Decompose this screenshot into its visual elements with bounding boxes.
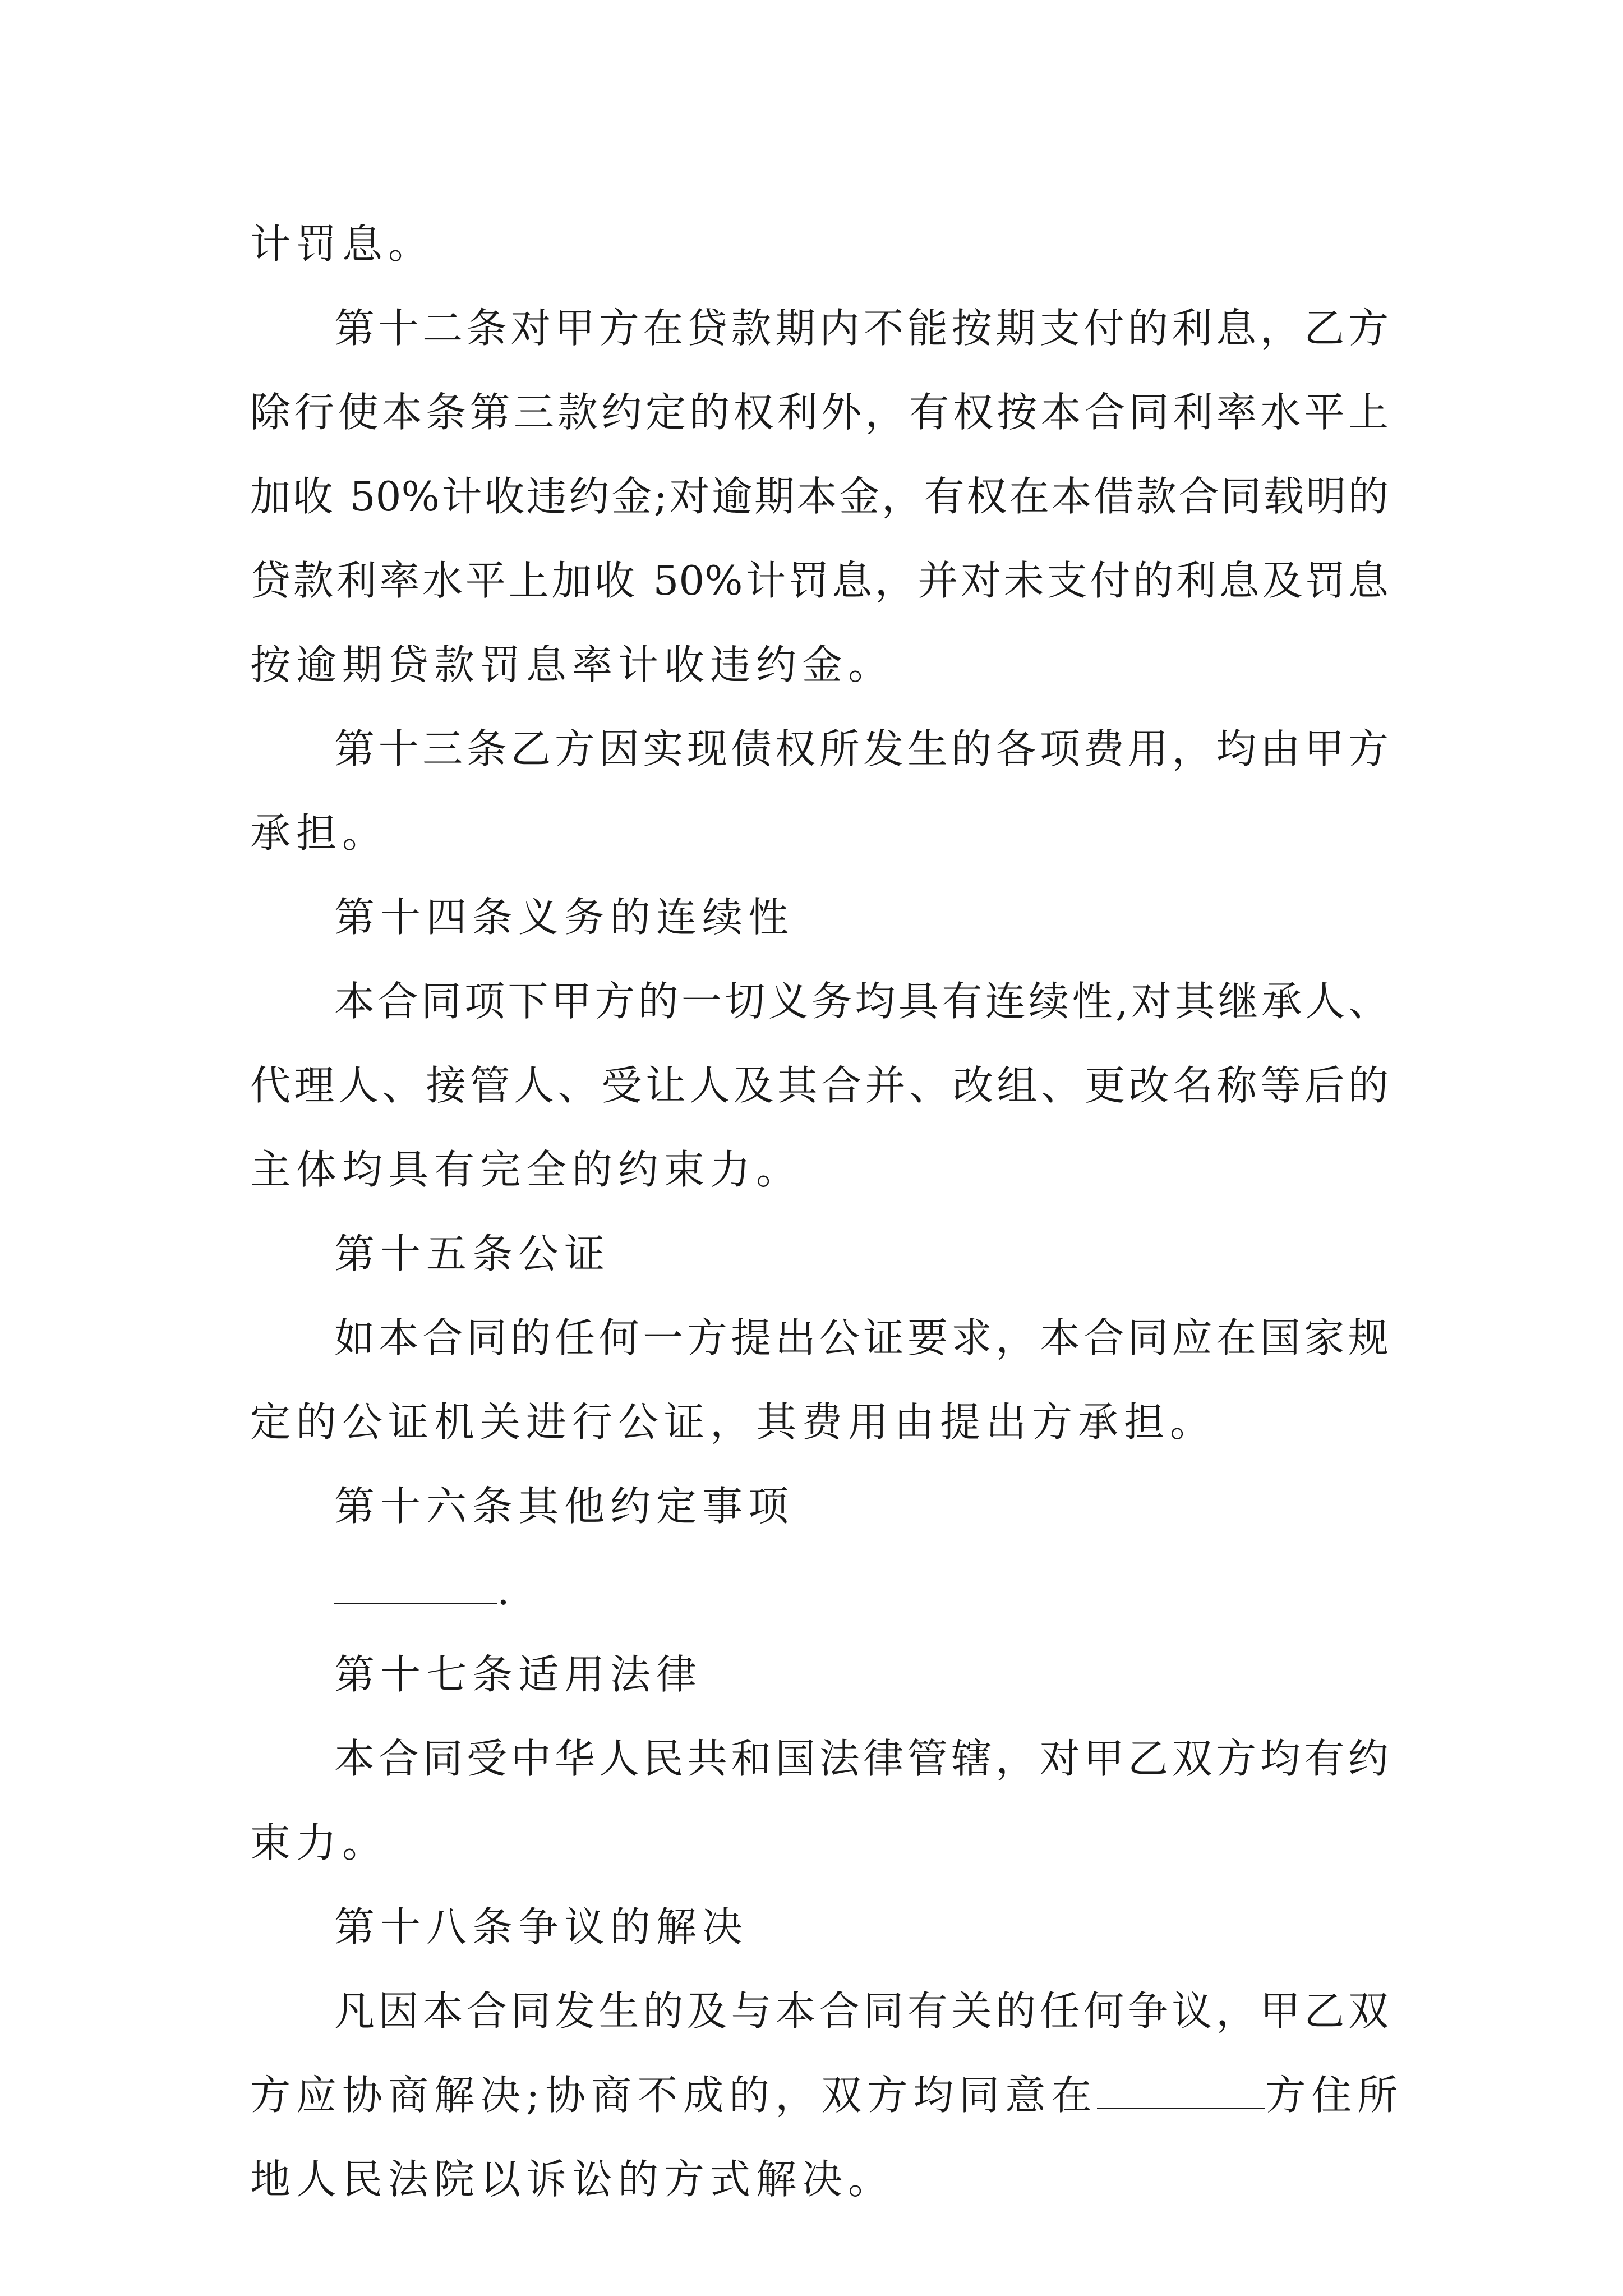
text-line: 主体均具有完全的约束力。 <box>250 1146 803 1193</box>
text-line: 地人民法院以诉讼的方式解决。 <box>250 2156 895 2203</box>
text-line: 如本合同的任何一方提出公证要求，本合同应在国家规 <box>334 1314 1389 1361</box>
blank-line <box>250 1548 1389 1632</box>
blank-period: . <box>497 1567 515 1614</box>
clause-14-heading: 第十四条义务的连续性 <box>334 894 795 941</box>
clause-18-heading: 第十八条争议的解决 <box>334 1903 749 1950</box>
text-segment: 方住所 <box>1265 2072 1404 2119</box>
fill-in-blank <box>1097 2064 1265 2109</box>
clause-17-heading: 第十七条适用法律 <box>334 1651 703 1698</box>
text-segment: 方应协商解决;协商不成的，双方均同意在 <box>250 2072 1098 2119</box>
text-line: 凡因本合同发生的及与本合同有关的任何争议，甲乙双 <box>334 1987 1389 2035</box>
text-line: 代理人、接管人、受让人及其合并、改组、更改名称等后的 <box>250 1062 1389 1109</box>
clause-16-heading: 第十六条其他约定事项 <box>334 1483 795 1530</box>
text-line: 本合同项下甲方的一切义务均具有连续性,对其继承人、 <box>334 978 1389 1025</box>
text-line-with-blank <box>250 2053 1404 2137</box>
text-line: 束力。 <box>250 1819 389 1866</box>
clause-12-heading-line: 第十二条对甲方在贷款期内不能按期支付的利息，乙方 <box>334 305 1389 352</box>
text-line: 加收 50%计收违约金;对逾期本金，有权在本借款合同载明的 <box>250 473 1389 520</box>
text-line: 除行使本条第三款约定的权利外，有权按本合同利率水平上 <box>250 389 1389 436</box>
clause-13-line: 第十三条乙方因实现债权所发生的各项费用，均由甲方 <box>334 725 1389 772</box>
fill-in-blank <box>334 1559 497 1604</box>
text-line: 计罚息。 <box>250 220 435 268</box>
text-line: 本合同受中华人民共和国法律管辖，对甲乙双方均有约 <box>334 1735 1389 1782</box>
text-line: 贷款利率水平上加收 50%计罚息，并对未支付的利息及罚息 <box>250 557 1389 604</box>
text-line: 定的公证机关进行公证，其费用由提出方承担。 <box>250 1398 1216 1446</box>
text-line: 按逾期贷款罚息率计收违约金。 <box>250 641 895 688</box>
contract-body <box>250 202 1404 2221</box>
text-line: 承担。 <box>250 809 389 857</box>
clause-15-heading: 第十五条公证 <box>334 1230 611 1277</box>
